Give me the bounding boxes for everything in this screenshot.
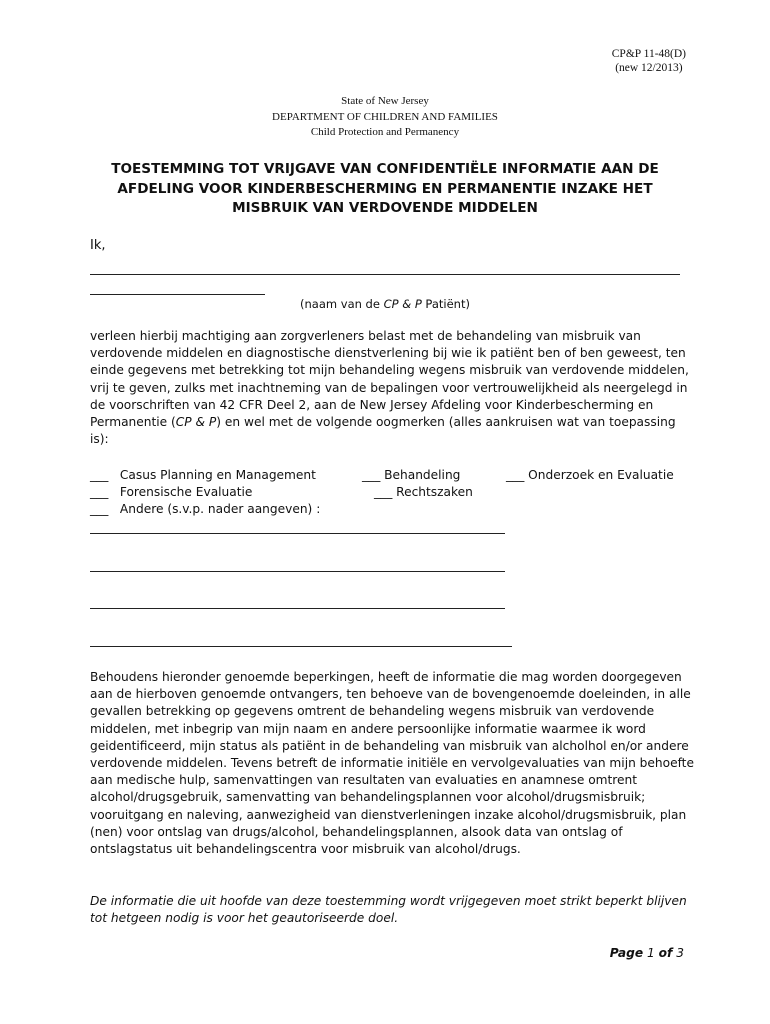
division-name: Child Protection and Permanency bbox=[310, 126, 460, 138]
form-revision: (new 12/2013) bbox=[615, 62, 683, 74]
other-spec-line-4[interactable] bbox=[90, 646, 512, 647]
other-spec-line-1[interactable] bbox=[90, 533, 505, 534]
patient-name-caption: (naam van de CP & P Patiënt) bbox=[300, 297, 470, 311]
purpose-casus-planning[interactable]: ___ Casus Planning en Management bbox=[90, 468, 316, 482]
restrictions-paragraph: Behoudens hieronder genoemde beperkingen, heeft de informatie die mag worden doorgegeven aan de hierboven genoemde ontvangers, ten behoeve van de bovengenoemde doeleinden, in alle gevallen betrekking op gegevens omtrent de behandeling wegens misbruik van verdovende middelen, met inbegrip van mijn naam en andere persoonlijke informatie waarmee ik word geidentificeerd, mijn status als patiënt in de behandeling van misbruik van alcholhol en/or andere verdovende middelen. Tevens betreft de informatie initiële en vervolgevaluaties van mijn behoefte aan medische hulp, samenvattingen van resultaten van evaluaties en anamnese omtrent alcohol/drugsgebruik, samenvatting van behandelingsplannen voor alcohol/drugsmisbruik; vooruitgang en naleving, aanwezigheid van dienstverleningen inzake alcohol/drugsmisbruik, plan (nen) voor ontslag van drugs/alcohol, behandelingsplannen, alsook data van ontslag of ontslagstatus uit behandelingscentra voor misbruik van alcohol/drugs. bbox=[90, 670, 694, 857]
title-line-1: TOESTEMMING TOT VRIJGAVE VAN CONFIDENTIËLE INFORMATIE AAN DE bbox=[111, 161, 659, 177]
patient-name-line-1[interactable] bbox=[90, 274, 680, 275]
page-indicator: Page 1 of 3 bbox=[609, 946, 684, 960]
purpose-forensische-evaluatie[interactable]: ___ Forensische Evaluatie bbox=[90, 485, 253, 499]
title-line-2: AFDELING VOOR KINDERBESCHERMING EN PERMANENTIE INZAKE HET bbox=[117, 180, 653, 197]
document-title bbox=[90, 160, 680, 219]
purpose-behandeling[interactable]: ___ Behandeling bbox=[362, 468, 461, 482]
form-number: CP&P 11-48(D) bbox=[611, 48, 686, 60]
department-name: DEPARTMENT OF CHILDREN AND FAMILIES bbox=[272, 110, 498, 123]
purpose-rechtszaken[interactable]: ___ Rechtszaken bbox=[374, 485, 473, 499]
other-spec-line-3[interactable] bbox=[90, 608, 505, 609]
limitation-statement: De informatie die uit hoofde van deze toestemming wordt vrijgegeven moet strikt beperkt blijven tot hetgeen nodig is voor het geautoriseerde doel. bbox=[90, 894, 687, 926]
title-line-3: MISBRUIK VAN VERDOVENDE MIDDELEN bbox=[232, 200, 538, 216]
other-spec-line-2[interactable] bbox=[90, 571, 505, 572]
purpose-onderzoek-evaluatie[interactable]: ___ Onderzoek en Evaluatie bbox=[506, 468, 674, 482]
agency-block bbox=[0, 94, 770, 141]
patient-name-line-2[interactable] bbox=[90, 294, 265, 295]
authorization-paragraph: verleen hierbij machtiging aan zorgverleners belast met de behandeling van misbruik van verdovende middelen en diagnostische dienstverlening bij wie ik patiënt ben of ben geweest, ten einde gegevens met betrekking tot mijn behandeling wegens misbruik van verdovende middelen, vrij te geven, zulks met inachtneming van de bepalingen voor vertrouwelijkheid als neergelegd in de voorschriften van 42 CFR Deel 2, aan de New Jersey Afdeling voor Kinderbescherming en Permanentie (CP & P) en wel met de volgende oogmerken (alles aankruisen wat van toepassing is): bbox=[90, 329, 689, 447]
state-name: State of New Jersey bbox=[341, 95, 429, 107]
form-number-block bbox=[612, 47, 686, 75]
patient-intro: Ik, bbox=[90, 238, 106, 253]
purpose-andere[interactable]: ___ Andere (s.v.p. nader aangeven) : bbox=[90, 502, 321, 516]
